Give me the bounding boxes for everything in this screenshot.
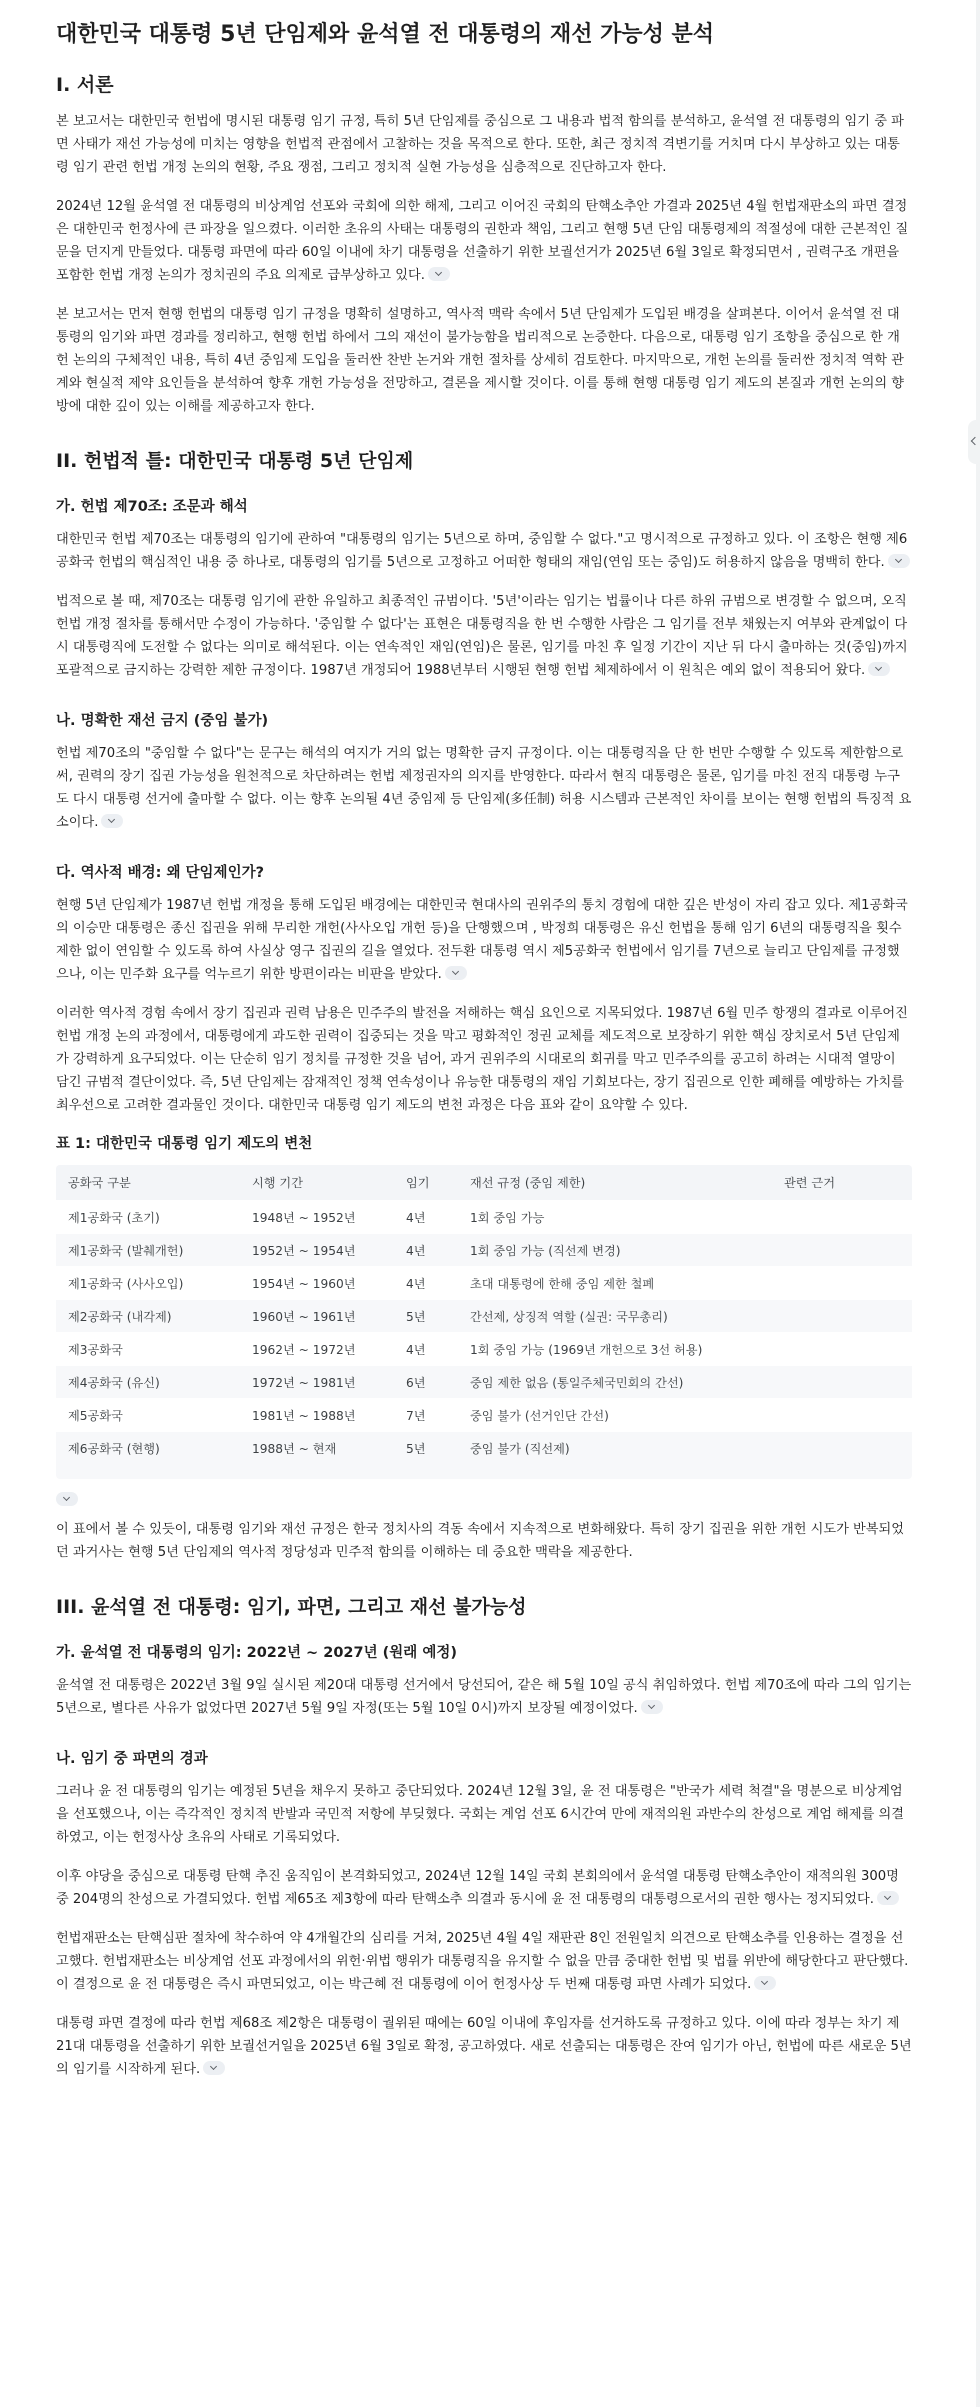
table-cell: 제1공화국 (초기) bbox=[68, 1210, 160, 1225]
subsection-impeachment bbox=[56, 1748, 912, 2081]
table-cell: 5년 bbox=[406, 1441, 426, 1456]
table-cell bbox=[772, 1366, 912, 1399]
table-cell bbox=[772, 1300, 912, 1333]
table-cell: 초대 대통령에 한해 중임 제한 철폐 bbox=[470, 1276, 655, 1291]
table-cell: 제4공화국 (유신) bbox=[68, 1375, 160, 1390]
table-row bbox=[56, 1333, 912, 1366]
source-expand-icon[interactable] bbox=[641, 1700, 663, 1714]
table-cell: 6년 bbox=[406, 1375, 426, 1390]
table-cell: 4년 bbox=[406, 1243, 426, 1258]
table-cell bbox=[772, 1234, 912, 1267]
table-row bbox=[56, 1234, 912, 1267]
paragraph: 그러나 윤 전 대통령의 임기는 예정된 5년을 채우지 못하고 중단되었다. 2024년 12월 3일, 윤 전 대통령은 "반국가 세력 척결"을 명분으로 비상계엄을 선포했으나, 이는 즉각적인 정치적 반발과 국민적 저항에 부딪혔다. 국회는 계엄 선포 6시간여 만에 재적의원 과반수의 찬성으로 계엄 해제를 의결하였고, 이는 헌정사상 초유의 사태로 기록되었다. bbox=[56, 1783, 905, 1845]
source-expand-icon[interactable] bbox=[428, 267, 450, 281]
subsection-yoon-term-period bbox=[56, 1642, 912, 1720]
table-cell: 4년 bbox=[406, 1210, 426, 1225]
table-cell bbox=[772, 1267, 912, 1300]
table-cell: 중임 불가 (선거인단 간선) bbox=[470, 1408, 609, 1423]
source-expand-icon[interactable] bbox=[888, 554, 910, 568]
subsection-article-70 bbox=[56, 496, 912, 682]
paragraph: 헌법재판소는 탄핵심판 절차에 착수하여 약 4개월간의 심리를 거쳐, 2025년 4월 4일 재판관 8인 전원일치 의견으로 탄핵소추를 인용하는 결정을 선고했다. 헌법재판소는 비상계엄 선포 과정에서의 위헌·위법 행위가 대통령직을 유지할 수 없을 만큼 중대한 헌법 및 법률 위반에 해당한다고 판단했다. 이 결정으로 윤 전 대통령은 즉시 파면되었고, 이는 박근혜 전 대통령에 이어 헌정사상 두 번째 대통령 파면 사례가 되었다. bbox=[56, 1930, 909, 1992]
source-expand-icon[interactable] bbox=[445, 966, 467, 980]
table-cell: 간선제, 상징적 역할 (실권: 국무총리) bbox=[470, 1309, 668, 1324]
section-heading: III. 윤석열 전 대통령: 임기, 파면, 그리고 재선 불가능성 bbox=[56, 1595, 527, 1618]
section-constitutional-framework bbox=[56, 448, 912, 1564]
term-history-table bbox=[56, 1165, 912, 1465]
table-cell bbox=[772, 1432, 912, 1465]
table-row bbox=[56, 1432, 912, 1465]
paragraph: 본 보고서는 대한민국 헌법에 명시된 대통령 임기 규정, 특히 5년 단임제를 중심으로 그 내용과 법적 함의를 분석하고, 윤석열 전 대통령의 임기 중 파면 사태가 재선 가능성에 미치는 영향을 헌법적 관점에서 고찰하는 것을 목적으로 한다. 또한, 최근 정치적 격변기를 거치며 다시 부상하고 있는 대통령 임기 관련 헌법 개정 논의의 현황, 주요 쟁점, 그리고 정치적 실현 가능성을 심층적으로 진단하고자 한다. bbox=[56, 114, 904, 175]
table-cell: 4년 bbox=[406, 1342, 426, 1357]
table-cell: 1회 중임 가능 (1969년 개헌으로 3선 허용) bbox=[470, 1342, 703, 1357]
table-row bbox=[56, 1366, 912, 1399]
paragraph: 대통령 파면 결정에 따라 헌법 제68조 제2항은 대통령이 궐위된 때에는 60일 이내에 후임자를 선거하도록 규정하고 있다. 이에 따라 정부는 차기 제21대 대통령을 선출하기 위한 보궐선거일을 2025년 6월 3일로 확정, 공고하였다. 새로 선출되는 대통령은 잔여 임기가 아닌, 헌법에 따른 새로운 5년의 임기를 시작하게 된다. bbox=[56, 2015, 912, 2077]
scrollbar[interactable] bbox=[976, 0, 980, 2407]
section-introduction bbox=[56, 72, 912, 418]
table-cell: 1988년 ~ 현재 bbox=[252, 1441, 337, 1456]
table-cell: 1962년 ~ 1972년 bbox=[252, 1342, 356, 1357]
subsection-heading: 가. 윤석열 전 대통령의 임기: 2022년 ~ 2027년 (원래 예정) bbox=[56, 1644, 457, 1661]
table-cell: 중임 제한 없음 (통일주체국민회의 간선) bbox=[470, 1375, 684, 1390]
table-header-cell: 임기 bbox=[406, 1176, 430, 1190]
section-heading: I. 서론 bbox=[56, 74, 114, 96]
section-heading: II. 헌법적 틀: 대한민국 대통령 5년 단임제 bbox=[56, 450, 414, 472]
table-cell: 1972년 ~ 1981년 bbox=[252, 1375, 356, 1390]
paragraph: 이후 야당을 중심으로 대통령 탄핵 추진 움직임이 본격화되었고, 2024년 12월 14일 국회 본회의에서 윤석열 대통령 탄핵소추안이 재적의원 300명 중 204명의 찬성으로 가결되었다. 헌법 제65조 제3항에 따라 탄핵소추 의결과 동시에 윤 전 대통령의 대통령으로서의 권한 행사는 정지되었다. bbox=[56, 1868, 899, 1907]
side-panel-toggle[interactable] bbox=[968, 420, 980, 464]
paragraph: 2024년 12월 윤석열 전 대통령의 비상계엄 선포와 국회에 의한 해제, 그리고 이어진 국회의 탄핵소추안 가결과 2025년 4월 헌법재판소의 파면 결정은 대한민국 헌정사에 큰 파장을 일으켰다. 이러한 초유의 사태는 대통령의 권한과 책임, 그리고 현행 5년 단임 대통령제의 적절성에 대한 근본적인 질문을 던지게 만들었다. 대통령 파면에 따라 60일 이내에 차기 대통령을 선출하기 위한 보궐선거가 2025년 6월 3일로 확정되면서 , 권력구조 개편을 포함한 헌법 개정 논의가 정치권의 주요 의제로 급부상하고 있다. bbox=[56, 199, 909, 283]
paragraph: 이러한 역사적 경험 속에서 장기 집권과 권력 남용은 민주주의 발전을 저해하는 핵심 요인으로 지목되었다. 1987년 6월 민주 항쟁의 결과로 이루어진 헌법 개정 논의 과정에서, 대통령에게 과도한 권력이 집중되는 것을 막고 평화적인 정권 교체를 제도적으로 보장하기 위한 핵심 장치로서 5년 단임제가 강력하게 요구되었다. 이는 단순히 임기 정치를 규정한 것을 넘어, 과거 권위주의 시대로의 회귀를 막고 민주주의를 공고히 하려는 시대적 열망이 담긴 규범적 결단이었다. 즉, 5년 단임제는 잠재적인 정책 연속성이나 유능한 대통령의 재임 기회보다는, 장기 집권으로 인한 폐해를 예방하는 가치를 최우선으로 고려한 결과물인 것이다. 대한민국 대통령 임기 제도의 변천 과정은 다음 표와 같이 요약할 수 있다. bbox=[56, 1006, 908, 1113]
table-row bbox=[56, 1201, 912, 1234]
paragraph: 헌법 제70조의 "중임할 수 없다"는 문구는 해석의 여지가 거의 없는 명확한 금지 규정이다. 이는 대통령직을 단 한 번만 수행할 수 있도록 제한함으로써, 권력의 장기 집권 가능성을 원천적으로 차단하려는 헌법 제정권자의 의지를 반영한다. 따라서 현직 대통령은 물론, 임기를 마친 전직 대통령 누구도 다시 대통령 선거에 출마할 수 없다. 이는 향후 논의될 4년 중임제 등 단임제(多任制) 허용 시스템과 근본적인 차이를 보이는 현행 헌법의 특징적 요소이다. bbox=[56, 746, 912, 830]
paragraph: 법적으로 볼 때, 제70조는 대통령 임기에 관한 유일하고 최종적인 규범이다. '5년'이라는 임기는 법률이나 다른 하위 규범으로 변경할 수 없으며, 오직 헌법 개정 절차를 통해서만 수정이 가능하다. '중임할 수 없다'는 표현은 대통령직을 한 번 수행한 사람은 그 임기를 전부 채웠는지 여부와 관계없이 다시 대통령직에 도전할 수 없다는 의미로 해석된다. 이는 연속적인 재임(연임)은 물론, 임기를 마친 후 일정 기간이 지난 뒤 다시 출마하는 것(중임)까지 포괄적으로 금지하는 강력한 제한 규정이다. 1987년 개정되어 1988년부터 시행된 현행 헌법 체제하에서 이 원칙은 예외 없이 적용되어 왔다. bbox=[56, 594, 908, 678]
source-expand-icon[interactable] bbox=[868, 662, 890, 676]
table-cell: 제1공화국 (사사오입) bbox=[68, 1276, 184, 1291]
source-expand-icon[interactable] bbox=[203, 2061, 225, 2075]
table-cell bbox=[772, 1201, 912, 1234]
table-cell bbox=[772, 1333, 912, 1366]
table-cell: 중임 불가 (직선제) bbox=[470, 1441, 570, 1456]
table-cell: 제5공화국 bbox=[68, 1408, 123, 1423]
table-cell: 1954년 ~ 1960년 bbox=[252, 1276, 356, 1291]
table-header-cell: 재선 규정 (중임 제한) bbox=[470, 1176, 586, 1190]
table-cell: 제1공화국 (발췌개헌) bbox=[68, 1243, 184, 1258]
subsection-history bbox=[56, 862, 912, 1564]
table-cell: 1981년 ~ 1988년 bbox=[252, 1408, 356, 1423]
document-title: 대한민국 대통령 5년 단임제와 윤석열 전 대통령의 재선 가능성 분석 bbox=[56, 22, 715, 47]
paragraph: 이 표에서 볼 수 있듯이, 대통령 임기와 재선 규정은 한국 정치사의 격동 속에서 지속적으로 변화해왔다. 특히 장기 집권을 위한 개헌 시도가 반복되었던 과거사는 현행 5년 단임제의 역사적 정당성과 민주적 함의를 이해하는 데 중요한 맥락을 제공한다. bbox=[56, 1521, 905, 1560]
table-header-cell: 공화국 구분 bbox=[68, 1176, 131, 1190]
section-yoon-term bbox=[56, 1594, 912, 2081]
source-expand-icon[interactable] bbox=[101, 814, 123, 828]
subsection-heading: 나. 명확한 재선 금지 (중임 불가) bbox=[56, 713, 269, 729]
report-document bbox=[56, 0, 912, 2097]
table-cell: 제2공화국 (내각제) bbox=[68, 1309, 172, 1324]
table-row bbox=[56, 1399, 912, 1432]
term-history-table-wrapper bbox=[56, 1165, 912, 1479]
table-cell: 1960년 ~ 1961년 bbox=[252, 1309, 356, 1324]
table-cell: 제3공화국 bbox=[68, 1342, 123, 1357]
paragraph: 대한민국 헌법 제70조는 대통령의 임기에 관하여 "대통령의 임기는 5년으로 하며, 중임할 수 없다."고 명시적으로 규정하고 있다. 이 조항은 현행 제6공화국 헌법의 핵심적인 내용 중 하나로, 대통령의 임기를 5년으로 고정하고 어떠한 형태의 재임(연임 또는 중임)도 허용하지 않음을 명백히 한다. bbox=[56, 528, 912, 574]
subsection-reelection-ban bbox=[56, 710, 912, 834]
table-header-cell: 관련 근거 bbox=[784, 1176, 835, 1190]
table-row bbox=[56, 1267, 912, 1300]
subsection-heading: 나. 임기 중 파면의 경과 bbox=[56, 1750, 208, 1767]
table-cell: 1회 중임 가능 bbox=[470, 1210, 545, 1225]
table-cell: 7년 bbox=[406, 1408, 426, 1423]
subsection-heading: 다. 역사적 배경: 왜 단임제인가? bbox=[56, 865, 264, 881]
subsection-heading: 가. 헌법 제70조: 조문과 해석 bbox=[56, 499, 248, 515]
paragraph: 현행 5년 단임제가 1987년 헌법 개정을 통해 도입된 배경에는 대한민국 현대사의 권위주의 통치 경험에 대한 깊은 반성이 자리 잡고 있다. 제1공화국의 이승만 대통령은 종신 집권을 위해 무리한 개헌(사사오입 개헌 등)을 단행했으며 , 박정희 대통령은 유신 헌법을 통해 임기 6년의 대통령직을 횟수 제한 없이 연임할 수 있도록 하여 사실상 영구 집권의 길을 열었다. 전두환 대통령 역시 제5공화국 헌법에서 임기를 7년으로 늘리고 단임제를 규정했으나, 이는 민주화 요구를 억누르기 위한 방편이라는 비판을 받았다. bbox=[56, 898, 908, 982]
table-cell: 1948년 ~ 1952년 bbox=[252, 1210, 356, 1225]
table-caption: 표 1: 대한민국 대통령 임기 제도의 변천 bbox=[56, 1136, 313, 1152]
paragraph bbox=[56, 1489, 912, 1512]
source-expand-icon[interactable] bbox=[56, 1492, 78, 1506]
table-cell: 1회 중임 가능 (직선제 변경) bbox=[470, 1243, 621, 1258]
paragraph: 윤석열 전 대통령은 2022년 3월 9일 실시된 제20대 대통령 선거에서 당선되어, 같은 해 5월 10일 공식 취임하였다. 헌법 제70조에 따라 그의 임기는 5년으로, 별다른 사유가 없었다면 2027년 5월 9일 자정(또는 5월 10일 0시)까지 보장될 예정이었다. bbox=[56, 1677, 912, 1716]
table-cell: 1952년 ~ 1954년 bbox=[252, 1243, 356, 1258]
table-header-row bbox=[56, 1165, 912, 1201]
table-cell: 4년 bbox=[406, 1276, 426, 1291]
paragraph: 본 보고서는 먼저 현행 헌법의 대통령 임기 규정을 명확히 설명하고, 역사적 맥락 속에서 5년 단임제가 도입된 배경을 살펴본다. 이어서 윤석열 전 대통령의 임기와 파면 경과를 정리하고, 현행 헌법 하에서 그의 재선이 불가능함을 법리적으로 논증한다. 다음으로, 대통령 임기 조항을 중심으로 한 개헌 논의의 구체적인 내용, 특히 4년 중임제 도입을 둘러싼 찬반 논거와 개헌 절차를 상세히 검토한다. 마지막으로, 개헌 논의를 둘러싼 정치적 역학 관계와 현실적 제약 요인들을 분석하여 향후 개헌 가능성을 전망하고, 결론을 제시할 것이다. 이를 통해 현행 대통령 임기 제도의 본질과 개헌 논의의 향방에 대한 깊이 있는 이해를 제공하고자 한다. bbox=[56, 307, 905, 414]
table-row bbox=[56, 1300, 912, 1333]
source-expand-icon[interactable] bbox=[754, 1976, 776, 1990]
table-cell bbox=[772, 1399, 912, 1432]
table-cell: 5년 bbox=[406, 1309, 426, 1324]
source-expand-icon[interactable] bbox=[877, 1891, 899, 1905]
table-header-cell: 시행 기간 bbox=[252, 1176, 303, 1190]
table-cell: 제6공화국 (현행) bbox=[68, 1441, 160, 1456]
